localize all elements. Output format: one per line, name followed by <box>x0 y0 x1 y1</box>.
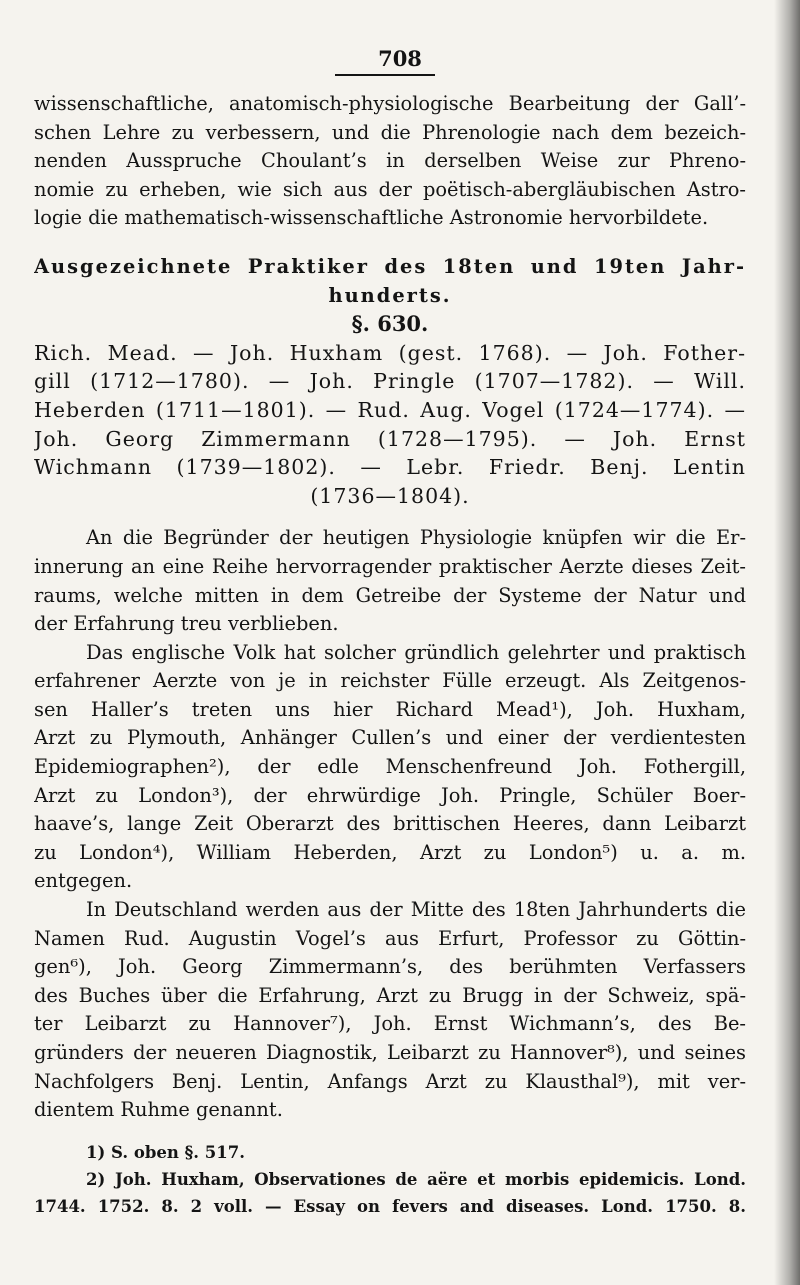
footnote-line: 2) Joh. Huxham, Observationes de aëre et morbis epidemicis. Lond. <box>86 1169 746 1189</box>
text-line: entgegen. <box>34 869 133 893</box>
page-spine-shadow <box>774 0 800 1285</box>
names-list <box>34 339 746 511</box>
footnotes <box>34 1139 746 1220</box>
paragraph <box>34 639 746 896</box>
text-line: sen Haller’s treten uns hier Richard Mead¹), Joh. Huxham, <box>34 697 746 721</box>
page-number: 708 <box>378 46 422 71</box>
paragraph <box>34 896 746 1125</box>
text-line: Arzt zu London³), der ehrwürdige Joh. Pringle, Schüler Boer- <box>34 783 746 807</box>
text-line: gen⁶), Joh. Georg Zimmermann’s, des berühmten Verfassers <box>34 955 746 979</box>
text-line: dientem Ruhme genannt. <box>34 1098 283 1122</box>
names-line: gill (1712—1780). — Joh. Pringle (1707—1782). — Will. <box>34 369 746 394</box>
heading-line: Ausgezeichnete Praktiker des 18ten und 19ten Jahr- <box>34 254 746 278</box>
names-line: Heberden (1711—1801). — Rud. Aug. Vogel (1724—1774). — <box>34 397 746 422</box>
footnote-line: 1744. 1752. 8. 2 voll. — Essay on fevers and diseases. Lond. 1750. 8. <box>34 1196 746 1216</box>
section-number: §. 630. <box>351 311 429 337</box>
text-line: nomie zu erheben, wie sich aus der poëtisch-abergläubischen Astro- <box>34 177 746 201</box>
text-line: innerung an eine Reihe hervorragender praktischer Aerzte dieses Zeit- <box>34 554 746 578</box>
text-line: logie die mathematisch-wissenschaftliche Astronomie hervorbildete. <box>34 206 709 230</box>
text-line: An die Begründer der heutigen Physiologie knüpfen wir die Er- <box>86 526 746 550</box>
paragraph <box>34 524 746 638</box>
text-line: Das englische Volk hat solcher gründlich gelehrter und praktisch <box>86 640 746 664</box>
paragraph-continuation <box>34 90 746 233</box>
text-line: Nachfolgers Benj. Lentin, Anfangs Arzt zu Klausthal⁹), mit ver- <box>34 1069 746 1093</box>
page-text <box>34 90 746 1220</box>
text-line: erfahrener Aerzte von je in reichster Fülle erzeugt. Als Zeitgenos- <box>34 669 746 693</box>
text-line: raums, welche mitten in dem Getreibe der Systeme der Natur und <box>34 583 746 607</box>
text-line: In Deutschland werden aus der Mitte des 18ten Jahrhunderts die <box>86 898 746 922</box>
text-line: ter Leibarzt zu Hannover⁷), Joh. Ernst Wichmann’s, des Be- <box>34 1012 746 1036</box>
text-line: nenden Ausspruche Choulant’s in derselben Weise zur Phreno- <box>34 149 746 173</box>
names-line: Rich. Mead. — Joh. Huxham (gest. 1768). — Joh. Fother- <box>34 340 746 365</box>
text-line: Arzt zu Plymouth, Anhänger Cullen’s und einer der verdientesten <box>34 726 746 750</box>
text-line: Namen Rud. Augustin Vogel’s aus Erfurt, Professor zu Göttin- <box>34 926 746 950</box>
names-line: Wichmann (1739—1802). — Lebr. Friedr. Benj. Lentin <box>34 455 746 480</box>
text-line: des Buches über die Erfahrung, Arzt zu Brugg in der Schweiz, spä- <box>34 983 746 1007</box>
names-line: Joh. Georg Zimmermann (1728—1795). — Joh. Ernst <box>34 426 746 451</box>
text-line: Epidemiographen²), der edle Menschenfreund Joh. Fothergill, <box>34 755 746 779</box>
names-line: (1736—1804). <box>310 483 470 508</box>
page-number-rule <box>335 74 435 76</box>
heading-line: hunderts. <box>328 283 452 307</box>
text-line: gründers der neueren Diagnostik, Leibarzt zu Hannover⁸), und seines <box>34 1041 746 1064</box>
text-line: zu London⁴), William Heberden, Arzt zu London⁵) u. a. m. <box>34 840 746 864</box>
chapter-heading <box>34 253 746 310</box>
text-line: schen Lehre zu verbessern, und die Phrenologie nach dem bezeich- <box>34 120 746 144</box>
footnote-line: 1) S. oben §. 517. <box>86 1142 245 1162</box>
text-line: der Erfahrung treu verblieben. <box>34 612 339 636</box>
text-line: wissenschaftliche, anatomisch-physiologische Bearbeitung der Gall’- <box>34 92 746 115</box>
text-line: haave’s, lange Zeit Oberarzt des brittischen Heeres, dann Leibarzt <box>34 812 746 836</box>
